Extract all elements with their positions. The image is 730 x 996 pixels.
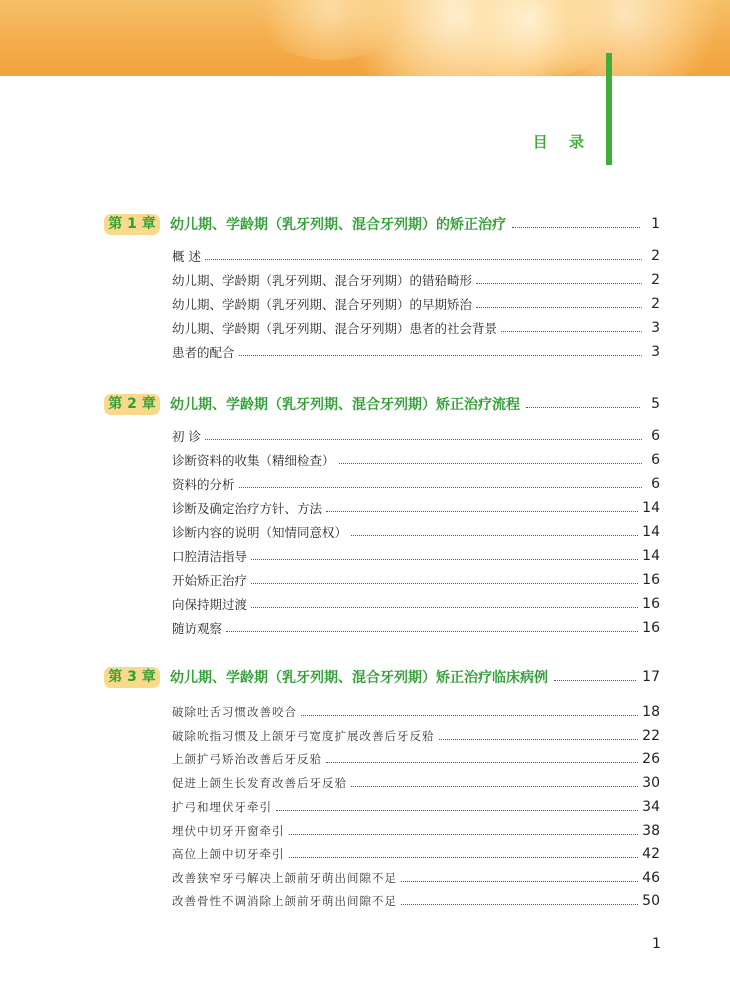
toc-entry[interactable] (172, 727, 660, 745)
dot-leader (251, 583, 638, 584)
toc-title: 目 录 (532, 133, 592, 151)
entry-title: 随访观察 (172, 621, 223, 636)
entry-page-number: 3 (651, 344, 660, 360)
dot-leader (289, 857, 639, 858)
dot-leader (351, 535, 638, 536)
entry-page-number: 6 (651, 428, 660, 444)
entry-page-number: 14 (642, 500, 660, 516)
toc-entry[interactable] (172, 499, 660, 517)
entry-title: 改善狭窄牙弓解决上颌前牙萌出间隙不足 (172, 871, 397, 885)
entry-page-number: 30 (642, 775, 660, 791)
dot-leader (239, 487, 642, 488)
entry-page-number: 16 (642, 572, 660, 588)
header-accent-bar (606, 53, 612, 165)
dot-leader (401, 904, 638, 905)
toc-entry[interactable] (172, 451, 660, 469)
dot-leader (501, 331, 642, 332)
chapter-tag: 第 3 章 (104, 667, 160, 688)
entry-page-number: 22 (642, 728, 660, 744)
dot-leader (512, 227, 640, 228)
entry-title: 诊断及确定治疗方针、方法 (172, 501, 323, 516)
entry-title: 诊断内容的说明（知情同意权） (172, 525, 348, 540)
chapter-tag: 第 2 章 (104, 394, 160, 415)
entry-page-number: 18 (642, 704, 660, 720)
entry-page-number: 26 (642, 751, 660, 767)
chapter-1-heading[interactable] (104, 213, 660, 235)
entry-page-number: 3 (651, 320, 660, 336)
toc-entry[interactable] (172, 845, 660, 863)
toc-entry[interactable] (172, 523, 660, 541)
dot-leader (339, 463, 642, 464)
entry-page-number: 16 (642, 620, 660, 636)
dot-leader (439, 739, 639, 740)
entry-page-number: 14 (642, 524, 660, 540)
entry-page-number: 50 (642, 893, 660, 909)
entry-page-number: 2 (651, 248, 660, 264)
chapter-2-heading[interactable] (104, 393, 660, 415)
entry-title: 诊断资料的收集（精细检查） (172, 453, 335, 468)
dot-leader (276, 810, 638, 811)
dot-leader (476, 307, 642, 308)
entry-page-number: 2 (651, 272, 660, 288)
dot-leader (351, 786, 638, 787)
dot-leader (401, 881, 638, 882)
dot-leader (205, 439, 642, 440)
entry-page-number: 42 (642, 846, 660, 862)
entry-title: 埋伏中切牙开窗牵引 (172, 824, 285, 838)
dot-leader (554, 680, 636, 681)
dot-leader (239, 355, 642, 356)
chapter-title: 幼儿期、学龄期（乳牙列期、混合牙列期）矫正治疗临床病例 (170, 670, 548, 686)
chapter-page-number: 5 (651, 396, 660, 412)
dot-leader (476, 283, 642, 284)
toc-entry[interactable] (172, 271, 660, 289)
entry-title: 初 诊 (172, 429, 201, 444)
entry-title: 向保持期过渡 (172, 597, 248, 612)
dot-leader (526, 407, 640, 408)
page-number: 1 (652, 936, 661, 952)
entry-title: 破除吐舌习惯改善咬合 (172, 705, 297, 719)
entry-page-number: 6 (651, 476, 660, 492)
dot-leader (251, 559, 638, 560)
entry-page-number: 2 (651, 296, 660, 312)
chapter-title: 幼儿期、学龄期（乳牙列期、混合牙列期）的矫正治疗 (170, 217, 506, 233)
toc-entry[interactable] (172, 619, 660, 637)
entry-title: 扩弓和埋伏牙牵引 (172, 800, 272, 814)
toc-entry[interactable] (172, 475, 660, 493)
entry-title: 幼儿期、学龄期（乳牙列期、混合牙列期）患者的社会背景 (172, 321, 498, 336)
header-banner-image (0, 0, 730, 76)
chapter-3-heading[interactable] (104, 666, 660, 688)
entry-page-number: 14 (642, 548, 660, 564)
toc-entry[interactable] (172, 295, 660, 313)
entry-title: 改善骨性不调消除上颌前牙萌出间隙不足 (172, 894, 397, 908)
entry-title: 口腔清洁指导 (172, 549, 248, 564)
entry-page-number: 46 (642, 870, 660, 886)
dot-leader (205, 259, 642, 260)
dot-leader (301, 715, 638, 716)
entry-title: 促进上颌生长发育改善后牙反𬌗 (172, 776, 347, 790)
entry-page-number: 16 (642, 596, 660, 612)
toc-entry[interactable] (172, 547, 660, 565)
toc-entry[interactable] (172, 571, 660, 589)
entry-title: 幼儿期、学龄期（乳牙列期、混合牙列期）的早期矫治 (172, 297, 473, 312)
toc-entry[interactable] (172, 798, 660, 816)
entry-title: 资料的分析 (172, 477, 235, 492)
toc-entry[interactable] (172, 822, 660, 840)
chapter-title: 幼儿期、学龄期（乳牙列期、混合牙列期）矫正治疗流程 (170, 397, 520, 413)
toc-entry[interactable] (172, 774, 660, 792)
toc-entry[interactable] (172, 247, 660, 265)
entry-title: 患者的配合 (172, 345, 235, 360)
entry-page-number: 34 (642, 799, 660, 815)
dot-leader (326, 762, 638, 763)
entry-title: 上颌扩弓矫治改善后牙反𬌗 (172, 752, 322, 766)
entry-title: 高位上颌中切牙牵引 (172, 847, 285, 861)
entry-page-number: 6 (651, 452, 660, 468)
toc-entry[interactable] (172, 750, 660, 768)
entry-title: 开始矫正治疗 (172, 573, 248, 588)
toc-entry[interactable] (172, 343, 660, 361)
toc-entry[interactable] (172, 427, 660, 445)
toc-entry[interactable] (172, 319, 660, 337)
chapter-page-number: 1 (651, 216, 660, 232)
entry-title: 破除吮指习惯及上颌牙弓宽度扩展改善后牙反𬌗 (172, 729, 435, 743)
toc-entry[interactable] (172, 869, 660, 887)
dot-leader (326, 511, 638, 512)
toc-entry[interactable] (172, 595, 660, 613)
dot-leader (289, 834, 639, 835)
toc-entry[interactable] (172, 892, 660, 910)
chapter-tag: 第 1 章 (104, 214, 160, 235)
chapter-page-number: 17 (642, 669, 660, 685)
entry-title: 概 述 (172, 249, 201, 264)
toc-entry[interactable] (172, 703, 660, 721)
entry-title: 幼儿期、学龄期（乳牙列期、混合牙列期）的错𬌗畸形 (172, 273, 473, 288)
dot-leader (251, 607, 638, 608)
entry-page-number: 38 (642, 823, 660, 839)
dot-leader (226, 631, 638, 632)
